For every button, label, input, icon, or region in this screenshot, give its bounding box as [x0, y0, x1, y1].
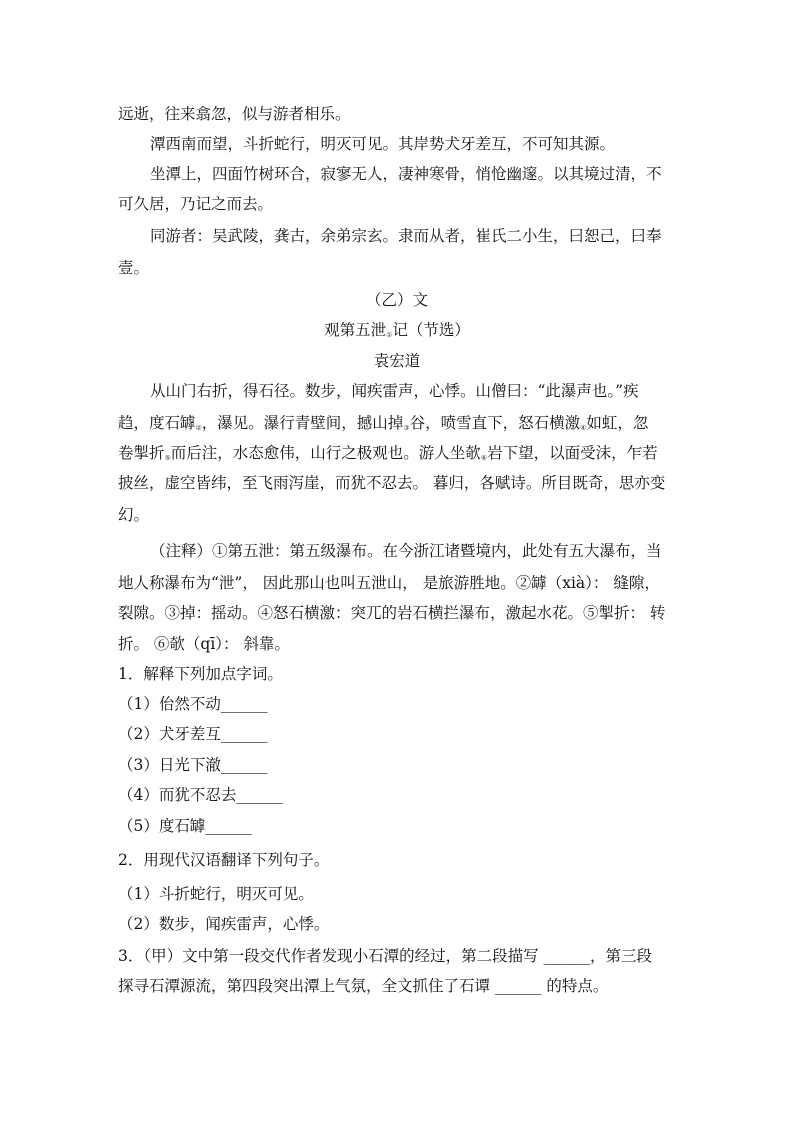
text-segment: 岩下望，以面受沫，乍若 — [487, 444, 658, 462]
question-3-line2: 探寻石潭源流，第四段突出潭上气氛，全文抓住了石谭 ______ 的特点。 — [118, 977, 609, 995]
passage-jia-p4-line2: 壹。 — [118, 259, 150, 277]
text-segment: ，瀑见。瀑行青壁间，撼山掉 — [201, 414, 404, 432]
passage-yi-line4: 披丝，虚空皆纬，至飞雨泻崖，而犹不忍去。 暮归，各赋诗。所目既奇，思亦变 — [118, 474, 666, 492]
passage-jia-p4-line1: 同游者：吴武陵，龚古，余弟宗玄。隶而从者，崔氏二小生，曰恕己，曰奉 — [150, 227, 662, 245]
title-text: 观第五泄 — [324, 321, 387, 339]
question-1-stem: 1．解释下列加点字词。 — [118, 665, 283, 683]
text-segment: 趋，度石罅 — [118, 414, 196, 432]
passage-jia-p3-line2: 可久居，乃记之而去。 — [118, 195, 274, 213]
notes-line4: 折。 ⑥欹（qī）： 斜靠。 — [118, 635, 290, 653]
question-1-item: （2）犬牙差互______ — [118, 725, 268, 743]
passage-yi-line1: 从山门右折，得石径。数步，闻疾雷声，心悸。山僧曰：“此瀑声也。”疾 — [150, 382, 639, 400]
passage-yi-author: 袁宏道 — [373, 352, 421, 370]
passage-jia-p2: 潭西南而望，斗折蛇行，明灭可见。其岸势犬牙差互，不可知其源。 — [150, 135, 616, 153]
question-2-item: （2）数步，闻疾雷声，心悸。 — [118, 915, 330, 933]
question-3-line1: 3．（甲）文中第一段交代作者发现小石潭的经过，第二段描写 ______，第三段 — [118, 947, 653, 965]
question-2-item: （1）斗折蛇行，明灭可见。 — [118, 885, 314, 903]
title-suffix: 记（节选） — [392, 321, 470, 339]
text-segment: 如虹，忽 — [586, 414, 649, 432]
footnote-marker: ⑥ — [480, 454, 488, 462]
question-2-stem: 2．用现代汉语翻译下列句子。 — [118, 851, 330, 869]
passage-jia-p1-end: 远逝，往来翕忽，似与游者相乐。 — [118, 105, 351, 123]
notes-line2: 地人称瀑布为“泄”， 因此那山也叫五泄山， 是旅游胜地。②罅（xià）： 缝隙， — [118, 574, 660, 592]
notes-line1: （注释）①第五泄：第五级瀑布。在今浙江诸暨境内，此处有五大瀑布，当 — [150, 542, 662, 560]
passage-yi-heading: （乙）文 — [365, 291, 428, 309]
text-segment: 卷掣折 — [118, 444, 165, 462]
passage-yi-line3 — [118, 443, 658, 468]
passage-yi-title — [0, 320, 794, 345]
footnote-marker: ① — [386, 331, 393, 339]
passage-yi-line5: 幻。 — [118, 506, 150, 524]
question-1-item: （5）度石罅______ — [118, 817, 252, 835]
text-segment: 而后注，水态愈伟，山行之极观也。游人坐欹 — [170, 444, 481, 462]
footnote-marker: ③ — [403, 424, 410, 432]
footnote-marker: ④ — [580, 424, 587, 432]
text-segment: 谷，喷雪直下，怒石横激 — [409, 414, 581, 432]
notes-line3: 裂隙。③掉：摇动。④怒石横激：突兀的岩石横拦瀑布，激起水花。⑤掣折： 转 — [118, 604, 666, 622]
footnote-marker: ⑤ — [164, 454, 171, 462]
question-1-item: （1）佁然不动______ — [118, 695, 268, 713]
footnote-marker: ② — [195, 424, 202, 432]
passage-jia-p3-line1: 坐潭上，四面竹树环合，寂寥无人，凄神寒骨，悄怆幽邃。以其境过清，不 — [150, 165, 662, 183]
passage-yi-line2 — [118, 413, 648, 438]
question-1-item: （3）日光下澈______ — [118, 756, 268, 774]
question-1-item: （4）而犹不忍去______ — [118, 786, 283, 804]
